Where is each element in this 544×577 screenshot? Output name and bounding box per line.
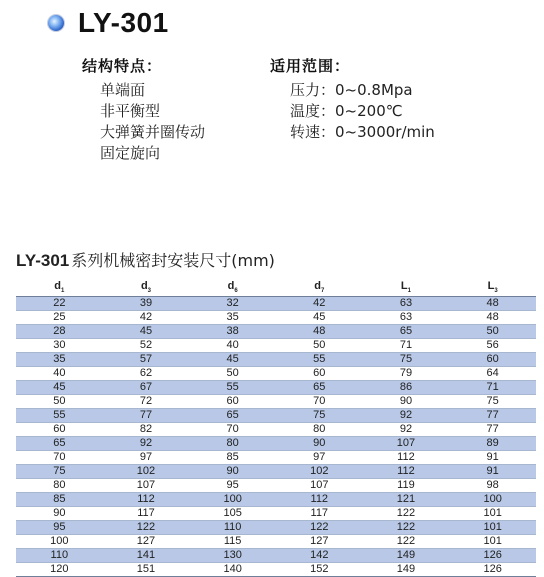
dimension-table bbox=[16, 278, 536, 577]
table-row bbox=[16, 422, 536, 436]
column-header bbox=[276, 278, 363, 296]
table-cell: 127 bbox=[310, 534, 329, 547]
table-cell: 102 bbox=[310, 464, 329, 477]
table-cell: 122 bbox=[396, 506, 416, 519]
table-row bbox=[16, 520, 536, 534]
table-cell: 90 bbox=[53, 506, 66, 519]
table-cell: 152 bbox=[310, 562, 329, 575]
table-cell: 60 bbox=[313, 366, 326, 379]
table-cell: 90 bbox=[226, 464, 239, 477]
table-cell: 65 bbox=[399, 324, 413, 337]
column-header-sub: 7 bbox=[320, 287, 325, 294]
range-item: 温度：0~200℃ bbox=[290, 102, 403, 120]
table-cell: 112 bbox=[137, 492, 155, 505]
table-cell: 117 bbox=[137, 506, 155, 519]
table-row bbox=[16, 436, 536, 450]
table-cell: 57 bbox=[139, 352, 153, 365]
column-header-sub: 6 bbox=[234, 287, 238, 294]
table-cell: 50 bbox=[53, 394, 66, 407]
table-cell: 52 bbox=[139, 338, 153, 351]
table-cell: 97 bbox=[313, 450, 326, 463]
table-cell: 112 bbox=[397, 464, 415, 477]
table-cell: 71 bbox=[399, 338, 413, 351]
table-cell: 122 bbox=[136, 520, 156, 533]
table-cell: 45 bbox=[313, 310, 326, 323]
table-cell: 72 bbox=[139, 394, 153, 407]
table-cell: 25 bbox=[53, 310, 66, 323]
table-cell: 95 bbox=[53, 520, 66, 533]
table-cell: 62 bbox=[139, 366, 153, 379]
table-row bbox=[16, 548, 536, 562]
table-cell: 130 bbox=[223, 548, 242, 561]
table-cell: 77 bbox=[486, 408, 499, 421]
table-cell: 122 bbox=[396, 534, 416, 547]
table-row bbox=[16, 394, 536, 408]
table-cell: 79 bbox=[399, 366, 413, 379]
table-cell: 142 bbox=[310, 548, 329, 561]
table-cell: 65 bbox=[226, 408, 239, 421]
product-model-title: LY-301 bbox=[78, 7, 169, 38]
table-cell: 50 bbox=[226, 366, 239, 379]
table-cell: 110 bbox=[223, 520, 242, 533]
table-cell: 127 bbox=[136, 534, 156, 547]
column-header-main: d bbox=[140, 279, 148, 292]
table-cell: 151 bbox=[136, 562, 156, 575]
column-header bbox=[449, 278, 536, 296]
table-cell: 100 bbox=[50, 534, 69, 547]
feature-item: 大弹簧并圈传动 bbox=[100, 123, 206, 141]
range-section bbox=[270, 56, 435, 143]
table-cell: 91 bbox=[486, 464, 499, 477]
table-cell: 60 bbox=[226, 394, 239, 407]
table-title-model: LY-301 bbox=[16, 251, 70, 270]
table-cell: 35 bbox=[53, 352, 66, 365]
column-header-main: d bbox=[314, 279, 321, 292]
table-row bbox=[16, 506, 536, 520]
bullet-icon bbox=[48, 15, 64, 31]
table-cell: 63 bbox=[399, 296, 413, 309]
table-cell: 75 bbox=[486, 394, 499, 407]
table-row bbox=[16, 324, 536, 338]
table-cell: 39 bbox=[139, 296, 153, 309]
column-header-sub: 1 bbox=[407, 287, 411, 294]
table-cell: 105 bbox=[223, 506, 242, 519]
table-cell: 77 bbox=[139, 408, 153, 421]
product-header bbox=[48, 6, 169, 40]
table-cell: 119 bbox=[397, 478, 415, 491]
table-cell: 149 bbox=[396, 562, 416, 575]
table-cell: 101 bbox=[483, 506, 502, 519]
table-cell: 38 bbox=[226, 324, 239, 337]
table-row bbox=[16, 310, 536, 324]
table-cell: 48 bbox=[486, 310, 499, 323]
table-cell: 92 bbox=[399, 408, 413, 421]
table-cell: 40 bbox=[53, 366, 66, 379]
table-cell: 45 bbox=[226, 352, 239, 365]
table-cell: 85 bbox=[226, 450, 239, 463]
features-section bbox=[82, 56, 205, 164]
column-header bbox=[103, 278, 190, 296]
range-item: 转速：0~3000r/min bbox=[290, 123, 435, 141]
table-row bbox=[16, 352, 536, 366]
table-cell: 30 bbox=[53, 338, 66, 351]
table-row bbox=[16, 478, 536, 492]
table-cell: 102 bbox=[136, 464, 156, 477]
column-header-sub: 3 bbox=[494, 287, 498, 294]
table-cell: 70 bbox=[226, 422, 239, 435]
table-cell: 42 bbox=[313, 296, 326, 309]
table-row bbox=[16, 534, 536, 548]
table-row bbox=[16, 380, 536, 394]
column-header bbox=[363, 278, 450, 296]
feature-item: 固定旋向 bbox=[100, 144, 161, 162]
table-cell: 100 bbox=[223, 492, 242, 505]
table-cell: 120 bbox=[50, 562, 69, 575]
table-cell: 50 bbox=[313, 338, 326, 351]
table-cell: 50 bbox=[486, 324, 499, 337]
table-cell: 55 bbox=[226, 380, 239, 393]
table-body bbox=[16, 296, 536, 576]
column-header-sub: 3 bbox=[147, 287, 152, 294]
table-cell: 91 bbox=[486, 450, 499, 463]
table-header-row bbox=[16, 278, 536, 296]
table-cell: 112 bbox=[397, 450, 415, 463]
table-cell: 107 bbox=[136, 478, 156, 491]
table-cell: 126 bbox=[483, 562, 502, 575]
table-cell: 45 bbox=[139, 324, 153, 337]
range-item: 压力：0~0.8Mpa bbox=[290, 81, 413, 99]
table-cell: 101 bbox=[483, 534, 502, 547]
table-cell: 92 bbox=[139, 436, 153, 449]
column-header-sub: 1 bbox=[61, 287, 65, 294]
feature-item: 非平衡型 bbox=[100, 102, 161, 120]
table-cell: 86 bbox=[399, 380, 413, 393]
table-row bbox=[16, 408, 536, 422]
table-cell: 55 bbox=[53, 408, 66, 421]
table-cell: 32 bbox=[226, 296, 239, 309]
table-cell: 75 bbox=[313, 408, 326, 421]
table-cell: 71 bbox=[486, 380, 499, 393]
table-cell: 89 bbox=[486, 436, 499, 449]
table-cell: 75 bbox=[53, 464, 66, 477]
table-cell: 122 bbox=[396, 520, 416, 533]
feature-item: 单端面 bbox=[100, 81, 146, 99]
table-row bbox=[16, 464, 536, 478]
table-cell: 55 bbox=[313, 352, 326, 365]
table-cell: 101 bbox=[483, 520, 502, 533]
table-cell: 95 bbox=[226, 478, 239, 491]
table-cell: 121 bbox=[396, 492, 416, 505]
table-cell: 48 bbox=[313, 324, 326, 337]
table-row bbox=[16, 366, 536, 380]
table-cell: 107 bbox=[396, 436, 416, 449]
column-header-main: L bbox=[487, 279, 495, 292]
table-row bbox=[16, 338, 536, 352]
table-cell: 85 bbox=[53, 492, 66, 505]
table-row bbox=[16, 492, 536, 506]
table-row bbox=[16, 296, 536, 310]
range-list bbox=[290, 80, 435, 143]
table-cell: 107 bbox=[310, 478, 329, 491]
table-cell: 100 bbox=[483, 492, 502, 505]
table-row bbox=[16, 450, 536, 464]
table-cell: 77 bbox=[486, 422, 499, 435]
column-header-main: L bbox=[400, 279, 408, 292]
table-cell: 64 bbox=[486, 366, 499, 379]
table-cell: 92 bbox=[399, 422, 413, 435]
table-cell: 80 bbox=[226, 436, 239, 449]
table-cell: 115 bbox=[223, 534, 242, 547]
table-cell: 117 bbox=[310, 506, 329, 519]
features-title: 结构特点： bbox=[82, 57, 163, 75]
table-cell: 65 bbox=[53, 436, 66, 449]
table-cell: 112 bbox=[310, 492, 329, 505]
table-cell: 28 bbox=[53, 324, 66, 337]
table-cell: 60 bbox=[486, 352, 499, 365]
table-cell: 141 bbox=[136, 548, 156, 561]
table-cell: 122 bbox=[310, 520, 329, 533]
table-cell: 35 bbox=[226, 310, 239, 323]
table-cell: 75 bbox=[399, 352, 413, 365]
table-cell: 65 bbox=[313, 380, 326, 393]
table-cell: 67 bbox=[139, 380, 153, 393]
column-header-main: d bbox=[54, 279, 62, 292]
table-cell: 42 bbox=[139, 310, 153, 323]
table-title bbox=[16, 250, 275, 272]
table-cell: 22 bbox=[53, 296, 66, 309]
table-cell: 56 bbox=[486, 338, 499, 351]
table-cell: 110 bbox=[50, 548, 69, 561]
dimension-table-wrap bbox=[16, 278, 536, 577]
table-cell: 98 bbox=[486, 478, 499, 491]
table-cell: 97 bbox=[139, 450, 153, 463]
features-list bbox=[100, 80, 205, 164]
range-title: 适用范围： bbox=[270, 57, 351, 75]
table-cell: 40 bbox=[226, 338, 239, 351]
table-cell: 63 bbox=[399, 310, 413, 323]
table-cell: 70 bbox=[313, 394, 326, 407]
table-cell: 90 bbox=[399, 394, 413, 407]
table-cell: 45 bbox=[53, 380, 66, 393]
column-header-main: d bbox=[227, 279, 235, 292]
table-cell: 80 bbox=[53, 478, 66, 491]
table-cell: 149 bbox=[396, 548, 416, 561]
table-cell: 82 bbox=[139, 422, 153, 435]
table-cell: 126 bbox=[483, 548, 502, 561]
table-cell: 48 bbox=[486, 296, 499, 309]
column-header bbox=[16, 278, 103, 296]
table-title-text: 系列机械密封安装尺寸(mm) bbox=[71, 251, 275, 270]
table-cell: 140 bbox=[223, 562, 242, 575]
table-cell: 80 bbox=[313, 422, 326, 435]
table-row bbox=[16, 562, 536, 576]
table-cell: 70 bbox=[53, 450, 66, 463]
column-header bbox=[189, 278, 276, 296]
table-cell: 60 bbox=[53, 422, 66, 435]
table-cell: 90 bbox=[313, 436, 326, 449]
